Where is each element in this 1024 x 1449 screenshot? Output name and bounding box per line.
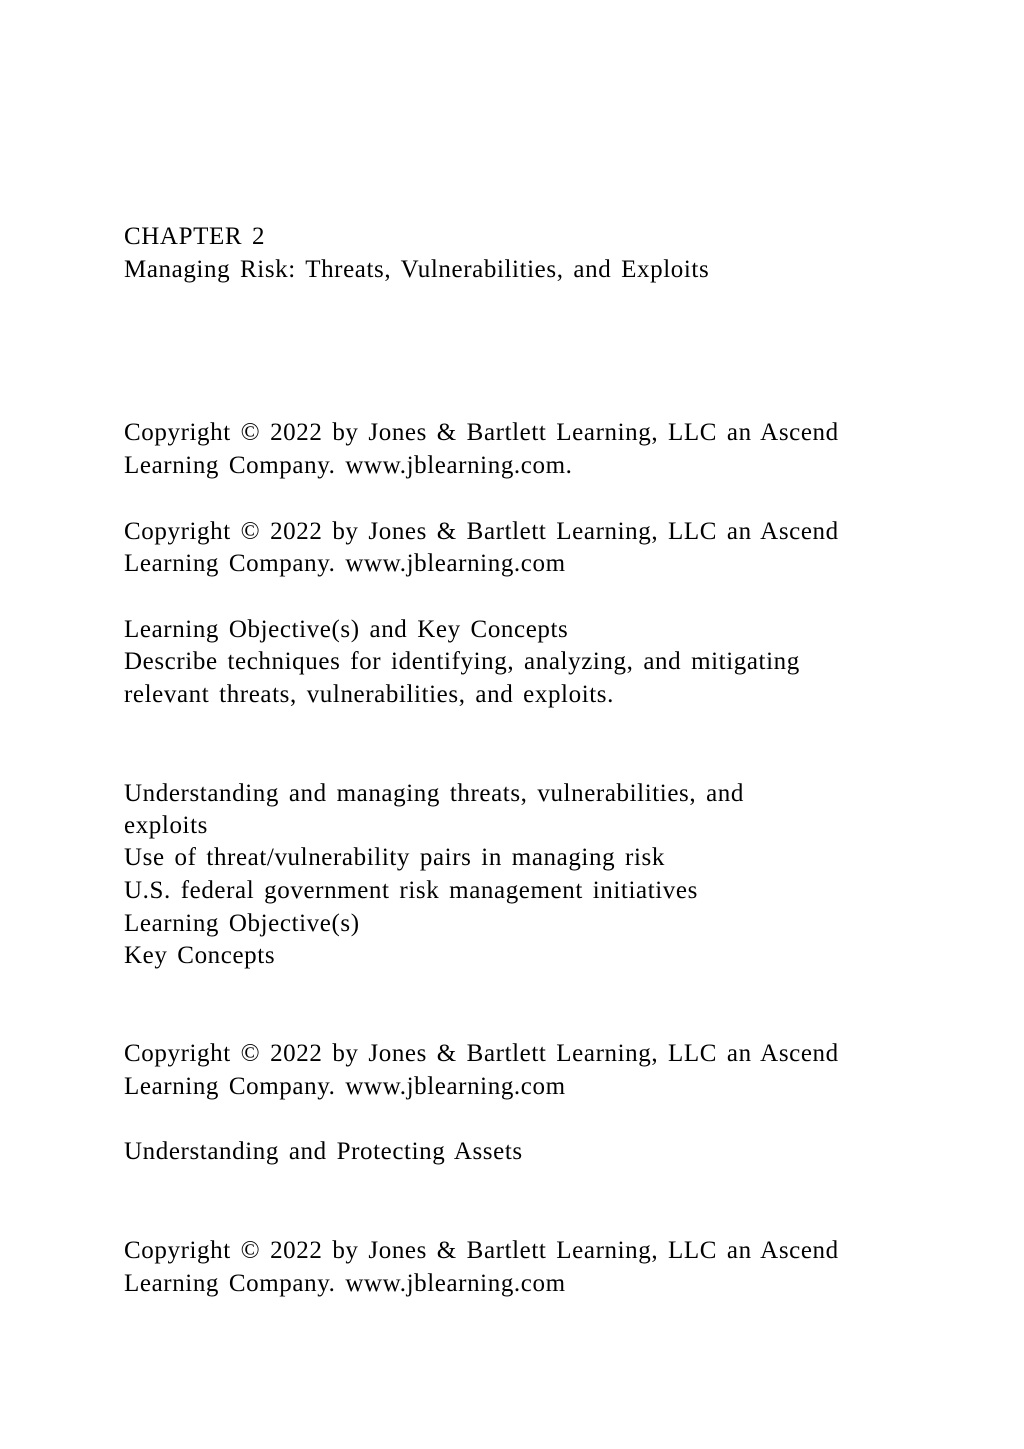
copyright-2-line-1: Copyright © 2022 by Jones & Bartlett Learning, LLC an Ascend xyxy=(124,518,839,545)
objectives-description-line-2: relevant threats, vulnerabilities, and exploits. xyxy=(124,681,614,708)
copyright-1-line-2: Learning Company. www.jblearning.com. xyxy=(124,452,573,479)
copyright-4-line-2: Learning Company. www.jblearning.com xyxy=(124,1270,566,1297)
concept-item-1-line-1: Understanding and managing threats, vulnerabilities, and xyxy=(124,780,744,807)
copyright-3-line-2: Learning Company. www.jblearning.com xyxy=(124,1073,566,1100)
copyright-4-line-1: Copyright © 2022 by Jones & Bartlett Learning, LLC an Ascend xyxy=(124,1237,839,1264)
key-concepts-label: Key Concepts xyxy=(124,942,276,969)
chapter-title: Managing Risk: Threats, Vulnerabilities, and Exploits xyxy=(124,256,710,283)
copyright-2-line-2: Learning Company. www.jblearning.com xyxy=(124,550,566,577)
chapter-label: CHAPTER 2 xyxy=(124,223,266,250)
concept-item-1-line-2: exploits xyxy=(124,812,208,839)
copyright-3-line-1: Copyright © 2022 by Jones & Bartlett Learning, LLC an Ascend xyxy=(124,1040,839,1067)
copyright-1-line-1: Copyright © 2022 by Jones & Bartlett Learning, LLC an Ascend xyxy=(124,419,839,446)
objectives-heading: Learning Objective(s) and Key Concepts xyxy=(124,616,569,643)
learning-objectives-label: Learning Objective(s) xyxy=(124,910,360,937)
concept-item-3: U.S. federal government risk management initiatives xyxy=(124,877,698,904)
concept-item-2: Use of threat/vulnerability pairs in managing risk xyxy=(124,844,665,871)
section-title: Understanding and Protecting Assets xyxy=(124,1138,523,1165)
objectives-description-line-1: Describe techniques for identifying, analyzing, and mitigating xyxy=(124,648,800,675)
